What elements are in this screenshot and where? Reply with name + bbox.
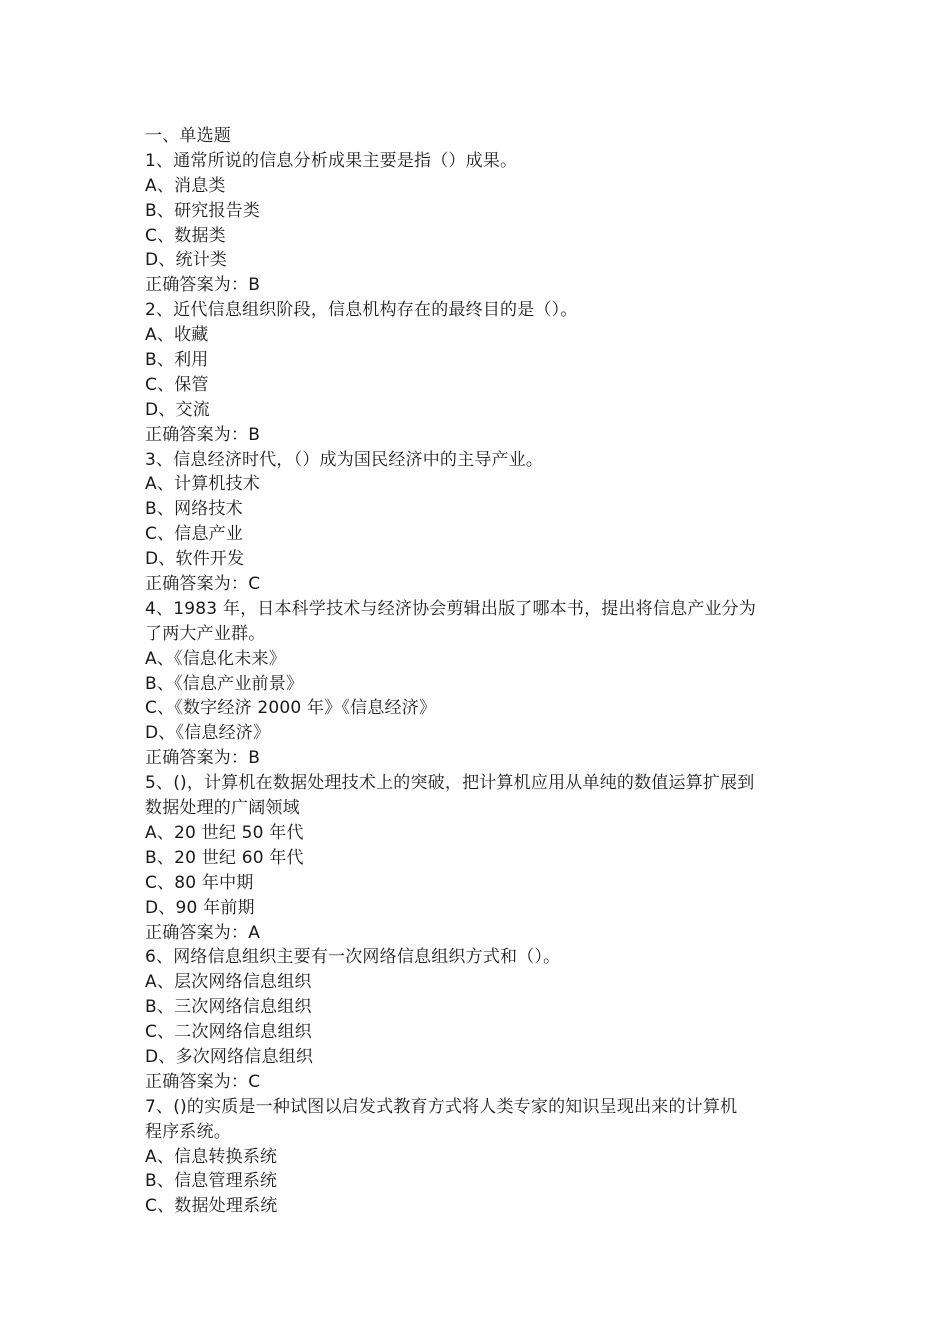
question-stem-line-1: 5、()，计算机在数据处理技术上的突破，把计算机应用从单纯的数值运算扩展到 xyxy=(145,773,755,794)
option-a: A、消息类 xyxy=(145,175,226,196)
option-b: B、《信息产业前景》 xyxy=(145,673,304,694)
option-b: B、信息管理系统 xyxy=(145,1171,278,1192)
question-stem-line-2: 了两大产业群。 xyxy=(145,623,266,644)
section-title: 一、单选题 xyxy=(145,126,231,146)
option-d: D、《信息经济》 xyxy=(145,723,271,744)
question-5 xyxy=(145,771,815,945)
question-7 xyxy=(145,1095,815,1219)
option-b: B、网络技术 xyxy=(145,499,243,520)
option-a: A、收藏 xyxy=(145,325,209,346)
option-c: C、《数字经济 2000 年》《信息经济》 xyxy=(145,698,437,719)
option-d: D、多次网络信息组织 xyxy=(145,1046,314,1067)
answer: 正确答案为：C xyxy=(145,1071,261,1092)
question-stem-line-2: 数据处理的广阔领域 xyxy=(145,798,300,819)
question-4 xyxy=(145,597,815,771)
question-stem: 6、网络信息组织主要有一次网络信息组织方式和（）。 xyxy=(145,947,561,968)
option-d: D、90 年前期 xyxy=(145,897,255,918)
option-b: B、利用 xyxy=(145,350,209,371)
question-1 xyxy=(145,149,815,298)
answer: 正确答案为：C xyxy=(145,574,261,595)
option-a: A、信息转换系统 xyxy=(145,1146,278,1167)
option-c: C、数据处理系统 xyxy=(145,1196,278,1217)
question-stem-line-1: 4、1983 年，日本科学技术与经济协会剪辑出版了哪本书，提出将信息产业分为 xyxy=(145,598,757,619)
option-d: D、统计类 xyxy=(145,250,228,271)
question-stem-line-2: 程序系统。 xyxy=(145,1121,231,1142)
answer: 正确答案为：B xyxy=(145,748,261,769)
question-3 xyxy=(145,448,815,597)
document-body xyxy=(145,124,815,1219)
option-a: A、计算机技术 xyxy=(145,474,261,495)
option-b: B、三次网络信息组织 xyxy=(145,997,312,1018)
option-c: C、80 年中期 xyxy=(145,872,254,893)
option-a: A、层次网络信息组织 xyxy=(145,972,312,993)
option-d: D、交流 xyxy=(145,399,210,420)
option-b: B、20 世纪 60 年代 xyxy=(145,847,304,868)
option-d: D、软件开发 xyxy=(145,549,245,570)
answer: 正确答案为：A xyxy=(145,922,261,943)
question-stem-line-1: 7、()的实质是一种试图以启发式教育方式将人类专家的知识呈现出来的计算机 xyxy=(145,1096,738,1117)
question-stem: 3、信息经济时代，（）成为国民经济中的主导产业。 xyxy=(145,449,544,470)
question-stem: 1、通常所说的信息分析成果主要是指（）成果。 xyxy=(145,150,518,171)
option-c: C、数据类 xyxy=(145,225,226,246)
question-6 xyxy=(145,945,815,1094)
answer: 正确答案为：B xyxy=(145,275,261,296)
question-stem: 2、近代信息组织阶段，信息机构存在的最终目的是（）。 xyxy=(145,300,578,321)
option-a: A、《信息化未来》 xyxy=(145,648,286,669)
option-b: B、研究报告类 xyxy=(145,200,261,221)
answer: 正确答案为：B xyxy=(145,424,261,445)
question-2 xyxy=(145,298,815,447)
option-a: A、20 世纪 50 年代 xyxy=(145,822,304,843)
option-c: C、信息产业 xyxy=(145,524,244,545)
option-c: C、保管 xyxy=(145,374,209,395)
option-c: C、二次网络信息组织 xyxy=(145,1022,312,1043)
